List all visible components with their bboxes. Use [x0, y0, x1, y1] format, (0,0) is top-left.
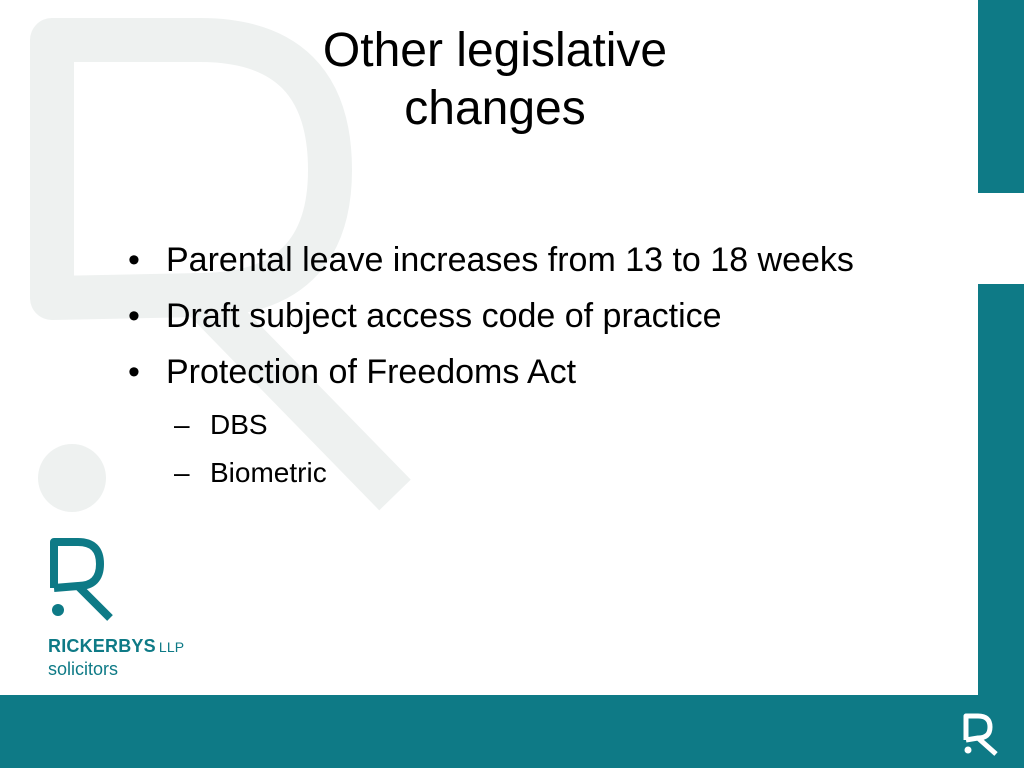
r-logo-icon	[48, 536, 118, 624]
side-accent-bar-bottom	[978, 284, 1024, 704]
r-logo-icon	[960, 712, 1000, 756]
slide-title	[260, 22, 730, 138]
sub-bullet-text: DBS	[210, 409, 268, 440]
bullet-text: Protection of Freedoms Act	[166, 353, 577, 391]
bullet-text: Draft subject access code of practice	[166, 297, 722, 335]
side-accent-bar-top	[978, 0, 1024, 193]
bullet-list	[128, 240, 888, 504]
bullet-text: Parental leave increases from 13 to 18 weeks	[166, 241, 854, 279]
bullet-item	[128, 296, 888, 336]
bullet-marker: •	[128, 353, 140, 391]
bullet-marker: •	[128, 297, 140, 335]
company-logo	[48, 536, 218, 686]
footer-band	[0, 695, 1024, 768]
company-name-text: RICKERBYS	[48, 636, 156, 656]
bullet-item	[128, 352, 888, 392]
sub-bullet-item	[128, 408, 888, 442]
sub-bullet-text: Biometric	[210, 457, 327, 488]
company-name	[48, 636, 184, 657]
company-tagline: solicitors	[48, 659, 119, 679]
bullet-marker: •	[128, 241, 140, 279]
title-line-1: Other legislative	[322, 24, 668, 77]
bullet-item	[128, 240, 888, 280]
sub-bullet-marker: –	[174, 409, 190, 440]
sub-bullet-marker: –	[174, 457, 190, 488]
title-line-2: changes	[404, 82, 586, 135]
company-suffix: LLP	[158, 639, 185, 655]
sub-bullet-item	[128, 456, 888, 490]
